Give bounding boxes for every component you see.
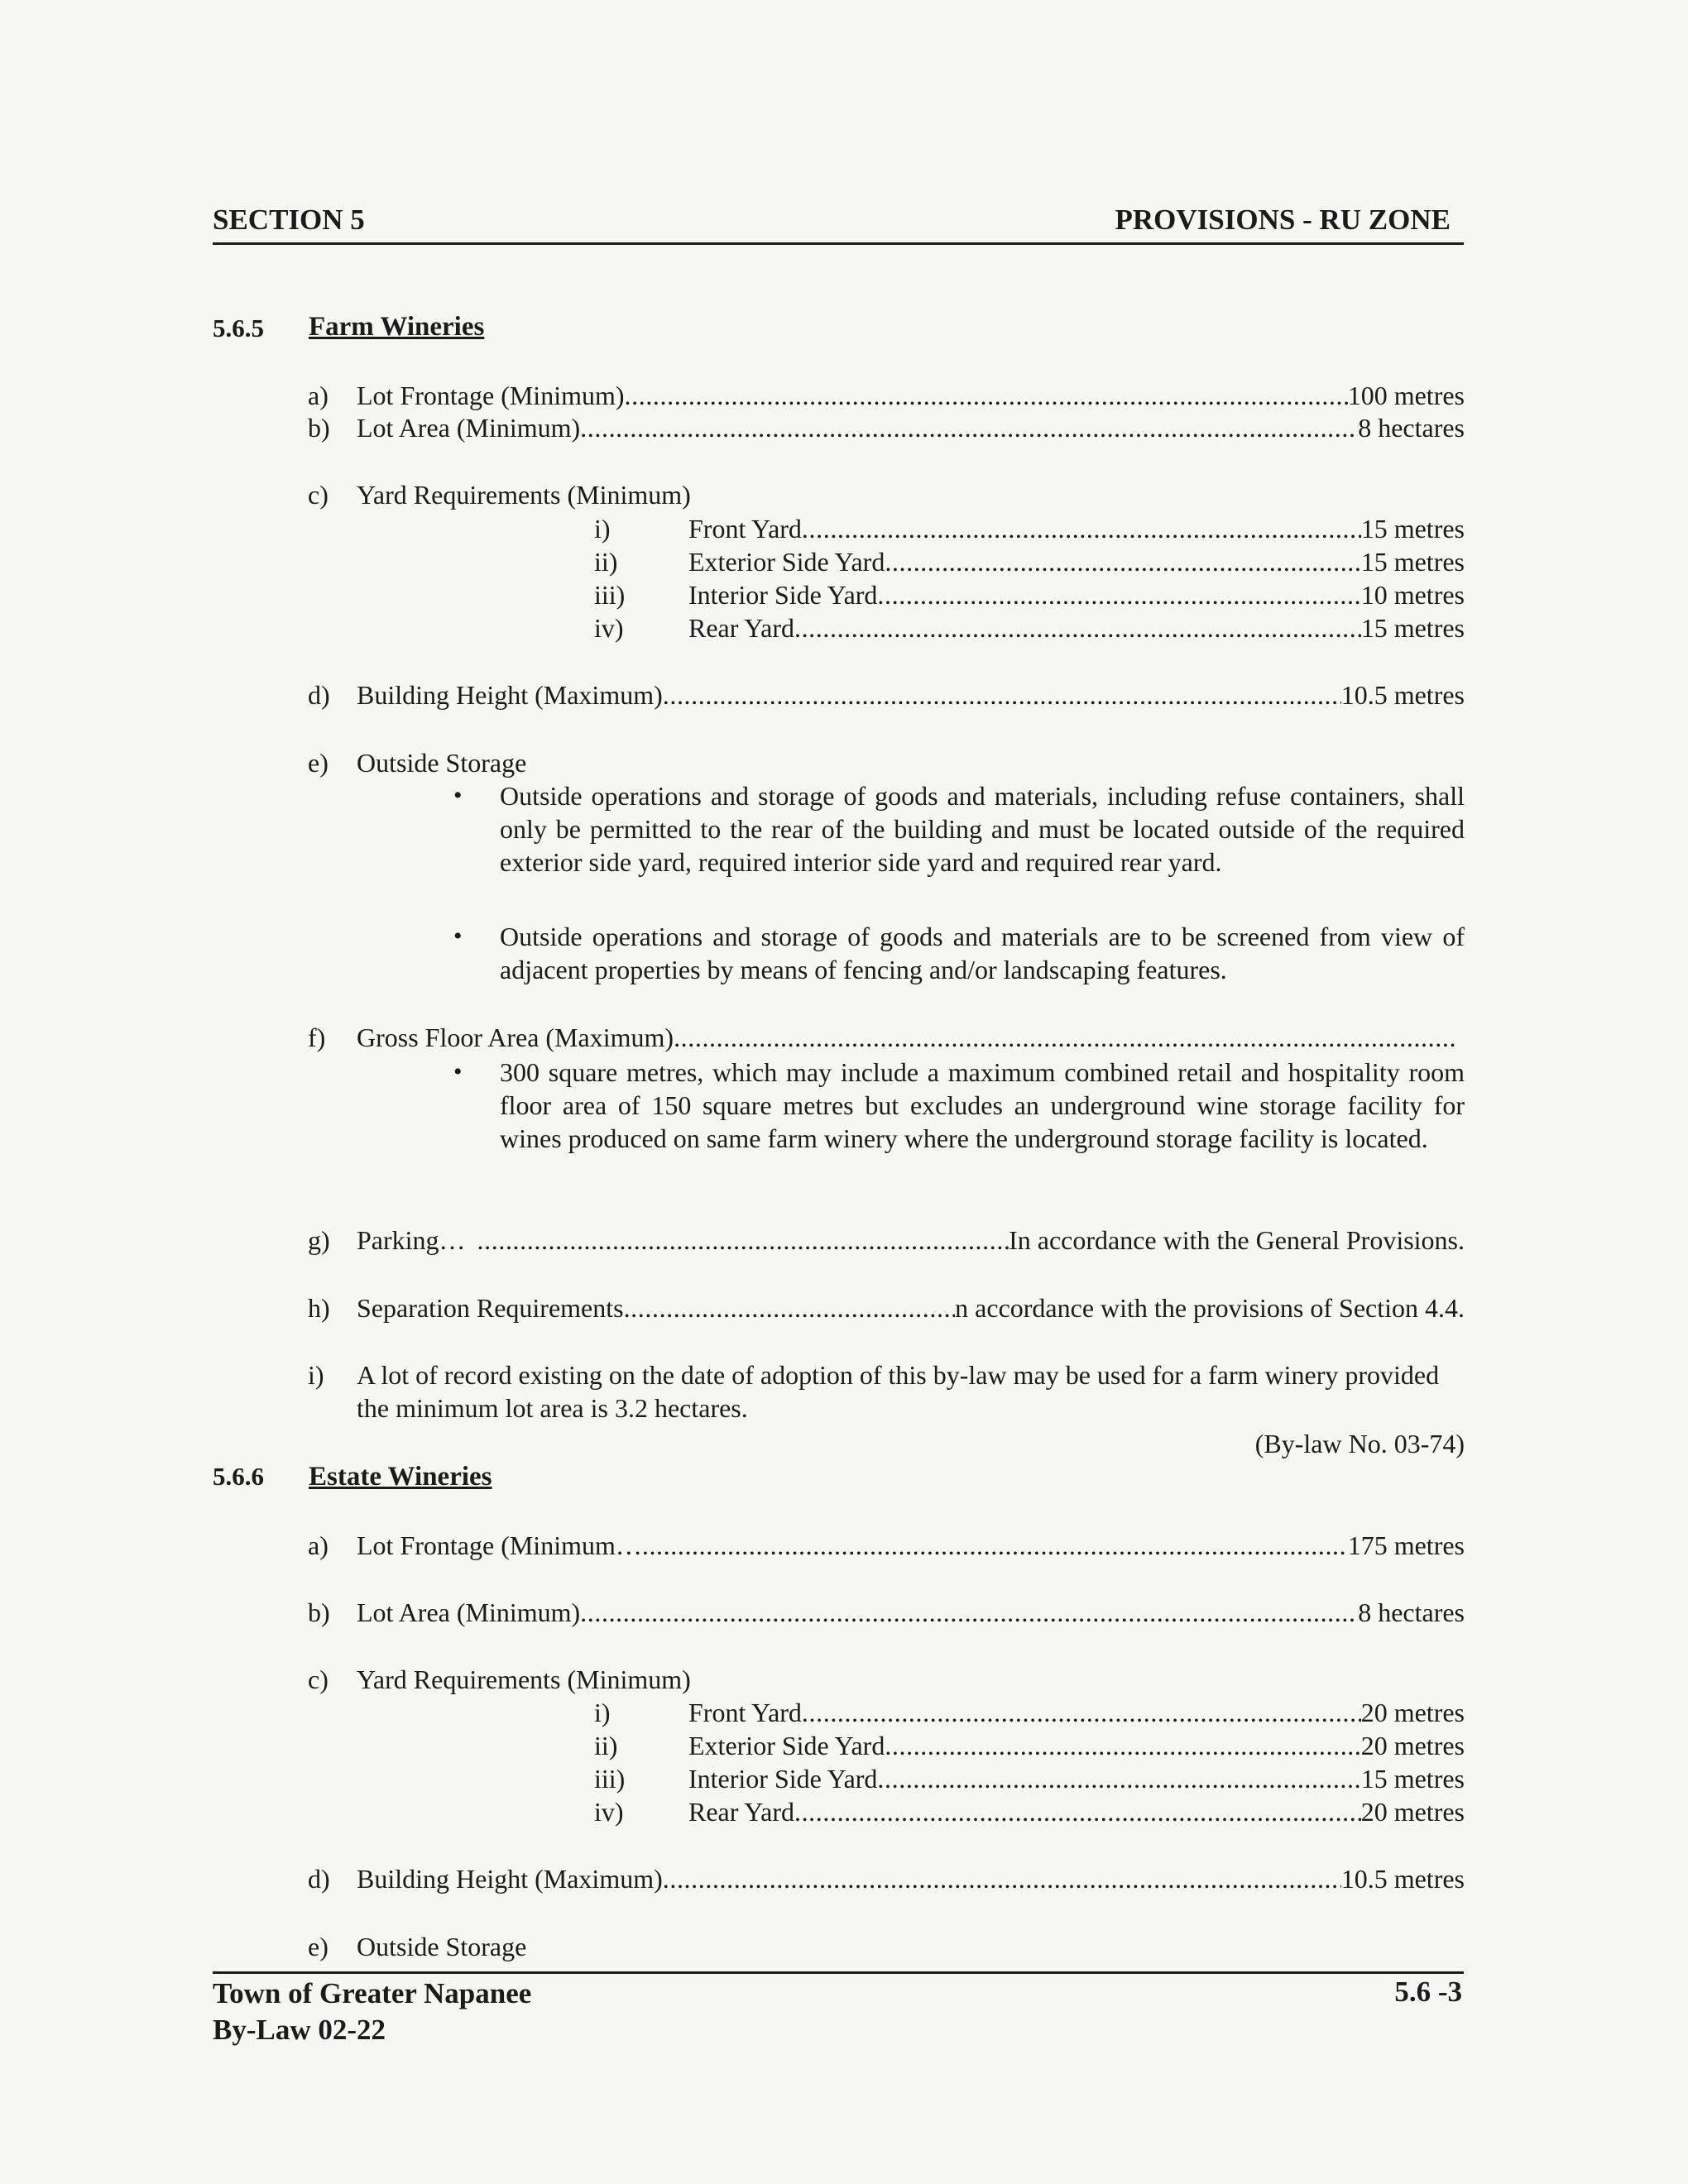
lot-of-record-text: A lot of record existing on the date of adoption of this by-law may be used for a farm winery provided the minimum lot area is 3.2 hectares.: [357, 1360, 1440, 1423]
item-mark: g): [308, 1225, 330, 1255]
section-label: SECTION 5: [213, 204, 365, 236]
bylaw-reference: (By-law No. 03-74): [1254, 1429, 1465, 1458]
item-mark: b): [308, 1597, 330, 1627]
front-yard-row: [688, 512, 1465, 545]
header-rule: [213, 242, 1464, 245]
exterior-side-yard-row: [688, 1729, 1465, 1762]
footer-rule: [213, 1971, 1464, 1974]
row-label: Interior Side Yard: [688, 580, 878, 610]
row-label: Parking…: [357, 1225, 466, 1255]
row-label: Lot Frontage (Minimum): [357, 381, 625, 410]
bullet-text: Outside operations and storage of goods and materials, including refuse containers, shall only be permitted to the rear of the building and must be located outside of the required exterior side yard, required interior side yard and required rear yard.: [500, 781, 1465, 877]
item-mark: d): [308, 680, 330, 710]
row-value: 15 metres: [1360, 613, 1465, 643]
bullet-icon: •: [453, 1058, 463, 1085]
building-height-row: [357, 1862, 1465, 1895]
row-value: 15 metres: [1360, 547, 1465, 577]
row-label: Rear Yard: [688, 1797, 794, 1827]
row-value: n accordance with the provisions of Section 4.4.: [955, 1293, 1465, 1323]
row-label: Gross Floor Area (Maximum): [357, 1023, 674, 1052]
interior-side-yard-row: [688, 1762, 1465, 1795]
lot-area-row: [357, 411, 1465, 444]
outside-storage-label: Outside Storage: [357, 748, 527, 778]
item-mark: e): [308, 1932, 328, 1961]
yard-num: ii): [594, 547, 618, 577]
row-value: 10.5 metres: [1340, 1864, 1465, 1894]
parking-row: [357, 1224, 1465, 1257]
section-number-565: 5.6.5: [213, 314, 264, 342]
building-height-row: [357, 678, 1465, 711]
row-label: Lot Area (Minimum): [357, 1597, 581, 1627]
heading-estate-wineries: Estate Wineries: [309, 1462, 492, 1492]
row-label: Building Height (Maximum): [357, 680, 663, 710]
row-value: 15 metres: [1360, 1764, 1465, 1794]
item-mark: h): [308, 1293, 330, 1323]
item-mark: d): [308, 1864, 330, 1894]
separation-row: [357, 1291, 1465, 1324]
rear-yard-row: [688, 611, 1465, 644]
lot-frontage-row: [357, 379, 1465, 412]
section-number-566: 5.6.6: [213, 1462, 264, 1491]
bullet-text: Outside operations and storage of goods and materials are to be screened from view of adjacent properties by means of fencing and/or landscaping features.: [500, 922, 1465, 984]
item-mark: a): [308, 381, 328, 410]
row-value: 20 metres: [1360, 1698, 1465, 1727]
gross-floor-area-row: [357, 1021, 1457, 1054]
row-value: 10.5 metres: [1340, 680, 1465, 710]
row-label: Interior Side Yard: [688, 1764, 878, 1794]
row-value: 15 metres: [1360, 514, 1465, 544]
yard-num: iv): [594, 1797, 624, 1827]
row-value: 10 metres: [1360, 580, 1465, 610]
row-value: 8 hectares: [1358, 1597, 1465, 1627]
bullet-icon: •: [453, 782, 463, 809]
lot-frontage-row: [357, 1529, 1465, 1562]
section-title: PROVISIONS - RU ZONE: [1115, 204, 1451, 236]
heading-farm-wineries: Farm Wineries: [309, 312, 485, 342]
rear-yard-row: [688, 1795, 1465, 1828]
row-label: Lot Area (Minimum): [357, 413, 581, 443]
yard-requirements-label: Yard Requirements (Minimum): [357, 1664, 691, 1694]
item-mark: a): [308, 1530, 328, 1560]
lot-area-row: [357, 1596, 1465, 1629]
yard-requirements-label: Yard Requirements (Minimum): [357, 480, 691, 510]
yard-num: iii): [594, 1764, 626, 1794]
yard-num: i): [594, 1698, 611, 1727]
item-mark: e): [308, 748, 328, 778]
row-value: 20 metres: [1360, 1797, 1465, 1827]
row-label: Exterior Side Yard: [688, 1731, 885, 1760]
bullet-icon: •: [453, 922, 463, 950]
row-value: 100 metres: [1347, 381, 1465, 410]
interior-side-yard-row: [688, 578, 1465, 611]
yard-num: iv): [594, 613, 624, 643]
item-mark: i): [308, 1360, 324, 1390]
row-label: Building Height (Maximum): [357, 1864, 663, 1894]
row-label: Front Yard: [688, 514, 802, 544]
yard-num: i): [594, 514, 611, 544]
row-label: Rear Yard: [688, 613, 794, 643]
row-value: 175 metres: [1347, 1530, 1465, 1560]
yard-num: ii): [594, 1731, 618, 1760]
row-label: Lot Frontage (Minimum…: [357, 1530, 642, 1560]
bullet-text: 300 square metres, which may include a maximum combined retail and hospitality room floor area of 150 square metres but excludes an underground wine storage facility for wines produced on same farm winery where the underground storage facility is located.: [500, 1057, 1465, 1153]
row-value: In accordance with the General Provisions.: [1009, 1225, 1465, 1255]
item-mark: b): [308, 413, 330, 443]
page-number: 5.6 -3: [1394, 1976, 1462, 2008]
footer-bylaw: By-Law 02-22: [213, 2014, 386, 2046]
exterior-side-yard-row: [688, 545, 1465, 578]
item-mark: c): [308, 1664, 328, 1694]
row-value: 8 hectares: [1358, 413, 1465, 443]
row-label: Separation Requirements: [357, 1293, 624, 1323]
item-mark: f): [308, 1023, 326, 1052]
row-value: 20 metres: [1360, 1731, 1465, 1760]
row-label: Exterior Side Yard: [688, 547, 885, 577]
footer-town: Town of Greater Napanee: [213, 1977, 532, 2009]
item-mark: c): [308, 480, 328, 510]
outside-storage-label: Outside Storage: [357, 1932, 527, 1961]
yard-num: iii): [594, 580, 626, 610]
front-yard-row: [688, 1696, 1465, 1729]
row-label: Front Yard: [688, 1698, 802, 1727]
